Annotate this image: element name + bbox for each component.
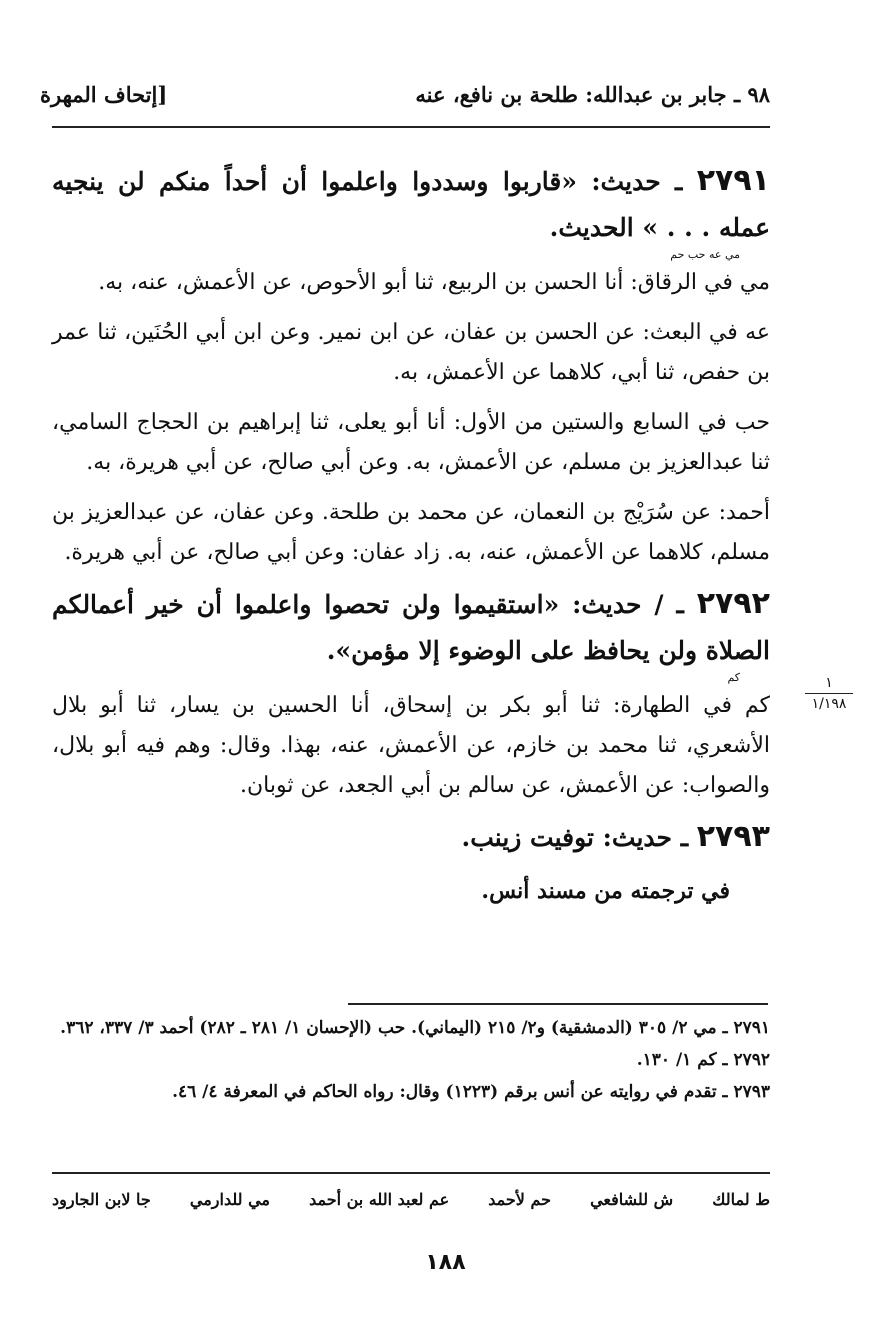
footnote: ٢٧٩١ ـ مي ٢/ ٣٠٥ (الدمشقية) و٢/ ٢١٥ (اليماني). حب (الإحسان ١/ ٢٨١ ـ ٢٨٢) أحمد ٣/ ٣٣٧، ٣٦٢.	[60, 1018, 770, 1038]
margin-ref-bottom: ١/١٩٨	[811, 696, 847, 712]
main-text	[52, 158, 770, 919]
abbreviation: جا لابن الجارود	[52, 1190, 151, 1209]
source-symbols: مي عه حب حم	[670, 248, 740, 261]
hadith-2791	[52, 158, 770, 251]
header-divider	[52, 126, 770, 128]
book-title: [إتحاف المهرة	[40, 82, 168, 107]
abbreviation: حم لأحمد	[488, 1190, 552, 1209]
page-number: ١٨٨	[425, 1250, 466, 1275]
narration-paragraph: في ترجمته من مسند أنس.	[481, 878, 730, 904]
abbreviation: عم لعبد الله بن أحمد	[309, 1190, 450, 1209]
narration-paragraph: مي في الرقاق: أنا الحسن بن الربيع، ثنا أبو الأحوص، عن الأعمش، عنه، به.	[98, 270, 770, 295]
hadith-number: ٢٧٩٣	[696, 819, 770, 854]
narration-paragraph: أحمد: عن سُرَيْج بن النعمان، عن محمد بن طلحة. وعن عفان، عن عبدالعزيز بن مسلم، كلاهما عن الأعمش، عنه، به. زاد عفان: وعن أبي صالح، عن أبي هريرة.	[52, 500, 770, 565]
abbreviations-divider	[52, 1172, 770, 1174]
running-header	[40, 82, 770, 122]
abbreviation: ط لمالك	[712, 1190, 770, 1209]
narration-paragraph: كم في الطهارة: ثنا أبو بكر بن إسحاق، أنا الحسين بن يسار، ثنا أبو بلال الأشعري، ثنا محمد بن خازم، عن الأعمش، عنه، بهذا. وقال: وهم فيه أبو بلال، والصواب: عن الأعمش، عن سالم بن أبي الجعد، عن ثوبان.	[52, 693, 770, 798]
abbreviation: ش للشافعي	[590, 1190, 674, 1209]
footnotes	[52, 1012, 770, 1108]
hadith-text: ـ حديث: «قاربوا وسددوا واعلموا أن أحداً منكم لن ينجيه عمله . . . » الحديث.	[52, 167, 770, 242]
footnote: ٢٧٩٢ ـ كم ١/ ١٣٠.	[636, 1050, 770, 1070]
footnote: ٢٧٩٣ ـ تقدم في روايته عن أنس برقم (١٢٢٣) وقال: رواه الحاكم في المعرفة ٤/ ٤٦.	[172, 1082, 770, 1102]
margin-divider	[805, 693, 853, 694]
hadith-number: ٢٧٩١	[696, 163, 770, 198]
abbreviations-key	[52, 1190, 770, 1209]
hadith-text: ـ / حديث: «استقيموا ولن تحصوا واعلموا أن خير أعمالكم الصلاة ولن يحافظ على الوضوء إلا مؤمن».	[52, 590, 770, 665]
abbreviation: مي للدارمي	[189, 1190, 270, 1209]
narration-paragraph: حب في السابع والستين من الأول: أنا أبو يعلى، ثنا إبراهيم بن الحجاج السامي، ثنا عبدالعزيز بن مسلم، عن الأعمش، به. وعن أبي صالح، عن أبي هريرة، به.	[52, 410, 770, 475]
hadith-number: ٢٧٩٢	[696, 586, 770, 621]
narration-paragraph: عه في البعث: عن الحسن بن عفان، عن ابن نمير. وعن ابن أبي الحُنَين، ثنا عمر بن حفص، ثنا أبي، كلاهما عن الأعمش، به.	[52, 320, 770, 385]
hadith-2792	[52, 581, 770, 674]
footnote-divider	[348, 1003, 768, 1005]
hadith-text: ـ حديث: توفيت زينب.	[461, 823, 689, 852]
margin-ref-top: ١	[825, 675, 833, 691]
source-symbols: كم	[727, 671, 740, 684]
hadith-2793	[52, 814, 770, 861]
chapter-title: ٩٨ ـ جابر بن عبدالله: طلحة بن نافع، عنه	[415, 82, 770, 107]
margin-reference	[805, 675, 853, 712]
